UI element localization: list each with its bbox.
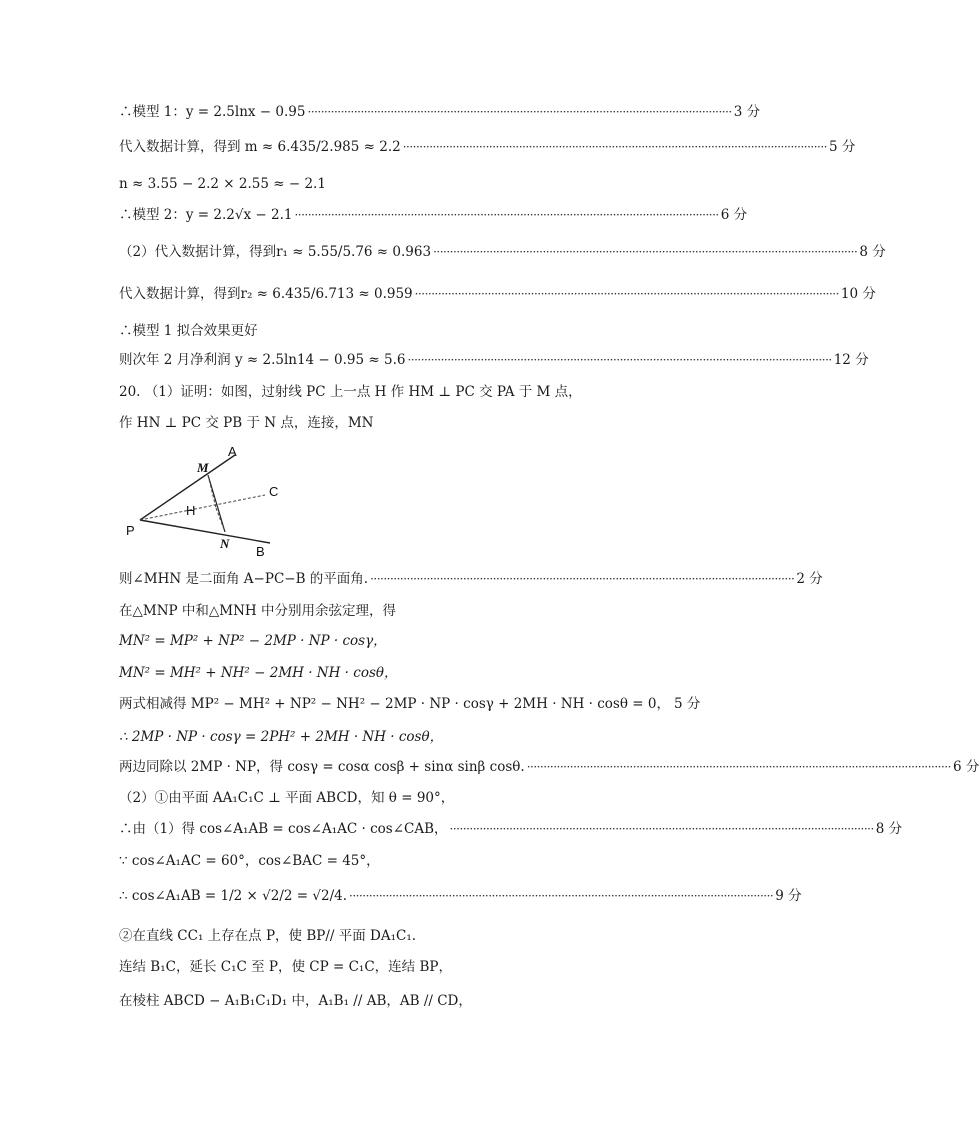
leader-dots: ································································································································ [402, 140, 827, 154]
line-text: ②在直线 CC₁ 上存在点 P，使 BP// 平面 DA₁C₁. [119, 928, 417, 944]
segment-mh [208, 475, 216, 508]
line-r2 [119, 284, 876, 304]
line-model1 [119, 102, 761, 122]
leader-dots: ································································································································ [349, 889, 774, 903]
leader-dots: ································································································································ [370, 572, 795, 586]
line-text: ∴模型 1 拟合效果更好 [119, 323, 258, 339]
label-b: B [256, 544, 265, 559]
line-therefore [119, 727, 674, 747]
line-text: ∴由（1）得 cos∠A₁AB = cos∠A₁AC · cos∠CAB， [119, 821, 448, 837]
line-q20-intro [119, 382, 674, 402]
leader-dots: ································································································································ [433, 245, 858, 259]
score: 5 分 [673, 696, 701, 712]
label-p: P [126, 523, 135, 538]
line-dihedral [119, 569, 823, 589]
line-text: n ≈ 3.55 − 2.2 × 2.55 ≈ − 2.1 [119, 176, 326, 192]
line-text: 在棱柱 ABCD − A₁B₁C₁D₁ 中，A₁B₁ // AB，AB // CD， [119, 993, 472, 1009]
score: 8 分 [859, 244, 886, 260]
line-divide [119, 757, 979, 777]
line-text: ∵ cos∠A₁AC = 60°，cos∠BAC = 45°， [119, 853, 380, 869]
leader-dots: ································································································································ [407, 353, 832, 367]
label-a: A [228, 444, 237, 459]
score: 3 分 [733, 104, 761, 120]
leader-dots: ································································································································ [526, 760, 951, 774]
line-text: 在△MNP 中和△MNH 中分别用余弦定理，得 [119, 603, 396, 619]
line-text: 20. （1）证明：如图，过射线 PC 上一点 H 作 HM ⊥ PC 交 PA 于 M 点， [119, 384, 582, 400]
line-text: 代入数据计算，得到 m ≈ 6.435/2.985 ≈ 2.2 [119, 139, 401, 155]
line-by-part1 [119, 819, 903, 839]
line-text: 则∠MHN 是二面角 A−PC−B 的平面角. [119, 571, 369, 587]
label-h: H [186, 503, 196, 518]
leader-dots: ································································································································ [414, 287, 839, 301]
line-text: ∴模型 1：y = 2.5lnx − 0.95 [119, 104, 306, 120]
score: 6 分 [952, 759, 979, 775]
line-cosine-law [119, 601, 674, 621]
line-q20-hn [119, 413, 674, 433]
line-connect [119, 957, 674, 977]
score: 6 分 [720, 207, 748, 223]
leader-dots: ································································································································ [294, 208, 719, 222]
line-text: ∴ cos∠A₁AB = 1/2 × √2/2 = √2/4. [119, 888, 347, 904]
line-text: 两边同除以 2MP · NP，得 cosγ = cosα cosβ + sinα sinβ cosθ. [119, 759, 525, 775]
line-text: （2）代入数据计算，得到r₁ ≈ 5.55/5.76 ≈ 0.963 [119, 244, 432, 260]
segment-hn [216, 508, 225, 532]
score: 8 分 [875, 821, 903, 837]
line-prism [119, 991, 674, 1011]
line-result [119, 886, 802, 906]
line-text: ∴ 2MP · NP · cosγ = 2PH² + 2MH · NH · cosθ， [119, 729, 444, 745]
ray-pb [140, 520, 270, 543]
line-text: ∴模型 2：y = 2.2√x − 2.1 [119, 207, 293, 223]
line-conclusion [119, 321, 674, 341]
label-c: C [269, 484, 279, 499]
line-n-calc [119, 174, 674, 194]
geometry-figure [120, 440, 290, 565]
line-m-calc [119, 137, 856, 157]
line-exists [119, 926, 674, 946]
line-part2 [119, 788, 674, 808]
line-model2 [119, 205, 748, 225]
line-text: MN² = MP² + NP² − 2MP · NP · cosγ， [119, 633, 387, 649]
line-profit [119, 350, 869, 370]
score: 12 分 [833, 352, 869, 368]
line-text: 两式相减得 MP² − MH² + NP² − NH² − 2MP · NP · cosγ + 2MH · NH · cosθ = 0， [119, 696, 670, 712]
line-eq2 [119, 663, 674, 683]
score: 5 分 [828, 139, 856, 155]
line-r1 [119, 242, 886, 262]
line-eq1 [119, 631, 674, 651]
leader-dots: ································································································································ [307, 105, 732, 119]
line-text: MN² = MH² + NH² − 2MH · NH · cosθ， [119, 665, 398, 681]
line-text: （2）①由平面 AA₁C₁C ⊥ 平面 ABCD，知 θ = 90°， [119, 790, 455, 806]
leader-dots: ································································································································ [449, 822, 874, 836]
line-text: 则次年 2 月净利润 y ≈ 2.5ln14 − 0.95 ≈ 5.6 [119, 352, 406, 368]
score: 10 分 [840, 286, 876, 302]
label-n: N [220, 536, 230, 551]
label-m: M [197, 460, 209, 475]
score: 2 分 [796, 571, 823, 587]
segment-mn [208, 475, 225, 532]
line-because [119, 851, 674, 871]
line-subtract [119, 694, 701, 714]
score: 9 分 [775, 888, 802, 904]
line-text: 作 HN ⊥ PC 交 PB 于 N 点，连接，MN [119, 415, 374, 431]
line-text: 连结 B₁C，延长 C₁C 至 P，使 CP = C₁C，连结 BP， [119, 959, 452, 975]
line-text: 代入数据计算，得到r₂ ≈ 6.435/6.713 ≈ 0.959 [119, 286, 413, 302]
